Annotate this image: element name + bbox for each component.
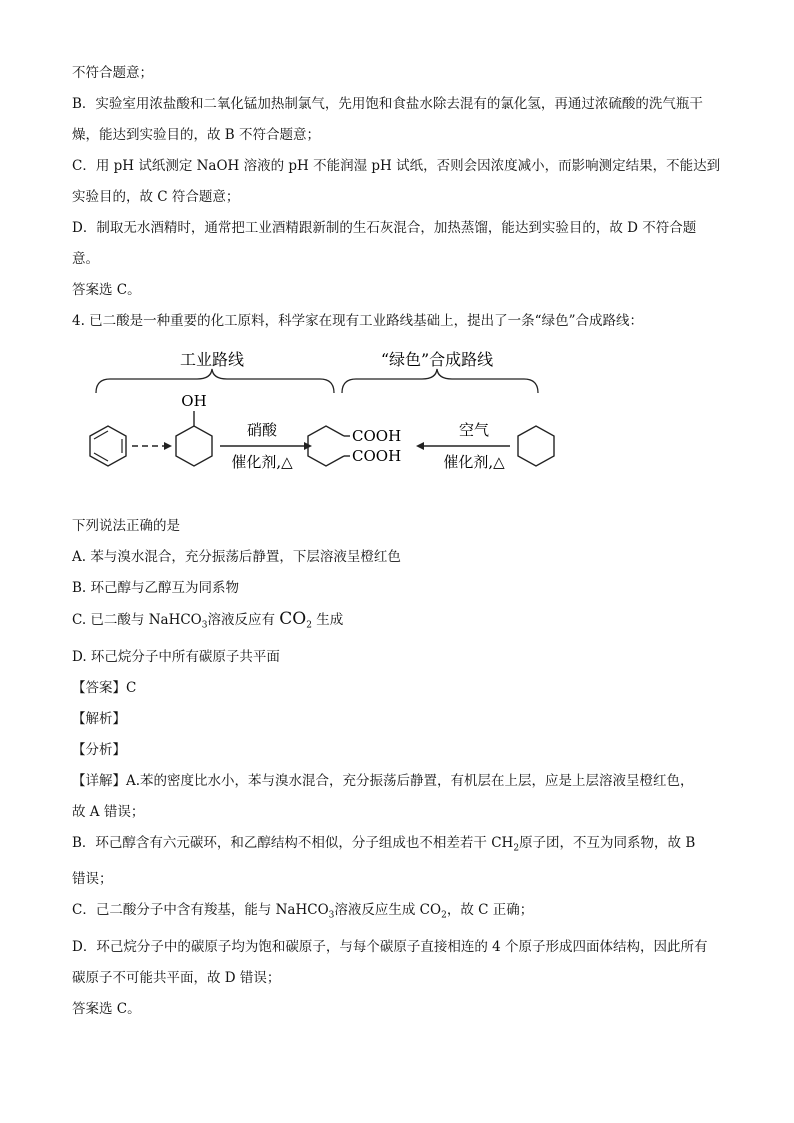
green-brace (342, 369, 538, 393)
explanation-line (72, 895, 732, 932)
reagent-nitric-acid: 硝酸 (246, 421, 278, 439)
catalyst-label-2: 催化剂,△ (443, 453, 505, 471)
carboxyl-label-2: COOH (352, 447, 402, 465)
cyclohexane-structure (518, 426, 554, 466)
text-line: D．制取无水酒精时，通常把工业酒精跟新制的生石灰混合，加热蒸馏，能达到实验目的，故 D 不符合题 (72, 220, 697, 236)
question-stem: 下列说法正确的是 (72, 518, 180, 534)
option-c-co-sub: 2 (306, 620, 312, 631)
option-d: D. 环己烷分子中所有碳原子共平面 (72, 648, 280, 665)
reaction-arrow-2-head (416, 442, 424, 450)
option-c-pre: C. 已二酸与 NaHCO (72, 612, 202, 628)
option-c-co: CO (279, 609, 307, 629)
explanation-c-post: ，故 C 正确； (446, 902, 534, 919)
option-c (72, 604, 732, 642)
option-c-mid: 溶液反应有 (207, 612, 280, 628)
industrial-route-label: 工业路线 (179, 350, 245, 369)
explanation-line: D．环己烷分子中的碳原子均为饱和碳原子，与每个碳原子直接相连的 4 个原子形成四面体结构，因此所有 (72, 939, 708, 956)
dashed-arrow-head (164, 442, 172, 450)
hydroxyl-label: OH (181, 392, 207, 410)
carboxyl-label-1: COOH (352, 427, 402, 445)
green-route-label: “绿色”合成路线 (380, 350, 494, 369)
document-page (72, 58, 732, 1025)
synthesis-scheme-svg (72, 343, 572, 493)
explanation-c-sub: 3 (328, 911, 335, 922)
text-line: 答案选 C。 (72, 282, 141, 298)
explanation-b-sub: 2 (513, 843, 520, 854)
text-line: C．用 pH 试纸测定 NaOH 溶液的 pH 不能润湿 pH 试纸，否则会因浓度减小，而影响测定结果，不能达到 (72, 158, 721, 174)
explanation-line: 碳原子不可能共平面，故 D 错误； (72, 970, 281, 987)
question-4-title: 4. 已二酸是一种重要的化工原料，科学家在现有工业路线基础上，提出了一条“绿色”合成路线： (72, 313, 643, 329)
reagent-air: 空气 (458, 421, 490, 439)
explanation-c-sub2: 2 (441, 911, 447, 922)
benzene-structure (90, 426, 126, 466)
adipic-acid-structure (308, 426, 350, 466)
option-c-post: 生成 (311, 612, 344, 628)
text-line: 实验目的，故 C 符合题意； (72, 189, 240, 205)
explanation-b-post: 原子团，不互为同系物，故 B (519, 834, 696, 851)
option-c-sub: 3 (201, 620, 208, 631)
text-line: 意。 (72, 251, 99, 267)
final-answer: 答案选 C。 (72, 1001, 141, 1018)
synthesis-scheme (72, 343, 572, 493)
explanation-line: 【详解】A.苯的密度比水小，苯与溴水混合，充分振荡后静置，有机层在上层，应是上层溶液呈橙红色， (72, 772, 694, 789)
cyclohexanol-structure (176, 411, 212, 466)
explanation-c-mid: 溶液反应生成 CO (334, 902, 442, 919)
explanation-b-pre: B．环己醇含有六元碳环，和乙醇结构不相似，分子组成也不相差若干 CH (72, 834, 514, 851)
text-line: B．实验室用浓盐酸和二氧化锰加热制氯气，先用饱和食盐水除去混有的氯化氢，再通过浓硫酸的洗气瓶干 (72, 96, 703, 112)
explanation-c-pre: C．己二酸分子中含有羧基，能与 NaHCO (72, 902, 329, 919)
industrial-brace (96, 369, 334, 393)
option-a: A. 苯与溴水混合，充分振荡后静置，下层溶液呈橙红色 (72, 549, 401, 565)
fenxi-label: 【分析】 (72, 741, 126, 758)
text-line: 燥，能达到实验目的，故 B 不符合题意； (72, 127, 321, 143)
answer-label: 【答案】C (72, 679, 137, 696)
explanation-line: 故 A 错误； (72, 803, 145, 820)
text-line: 不符合题意； (72, 65, 153, 81)
explanation-line (72, 828, 732, 865)
explanation-line: 错误； (72, 871, 113, 888)
catalyst-label-1: 催化剂,△ (231, 453, 293, 471)
option-b: B. 环己醇与乙醇互为同系物 (72, 580, 240, 596)
analysis-label: 【解析】 (72, 710, 126, 727)
